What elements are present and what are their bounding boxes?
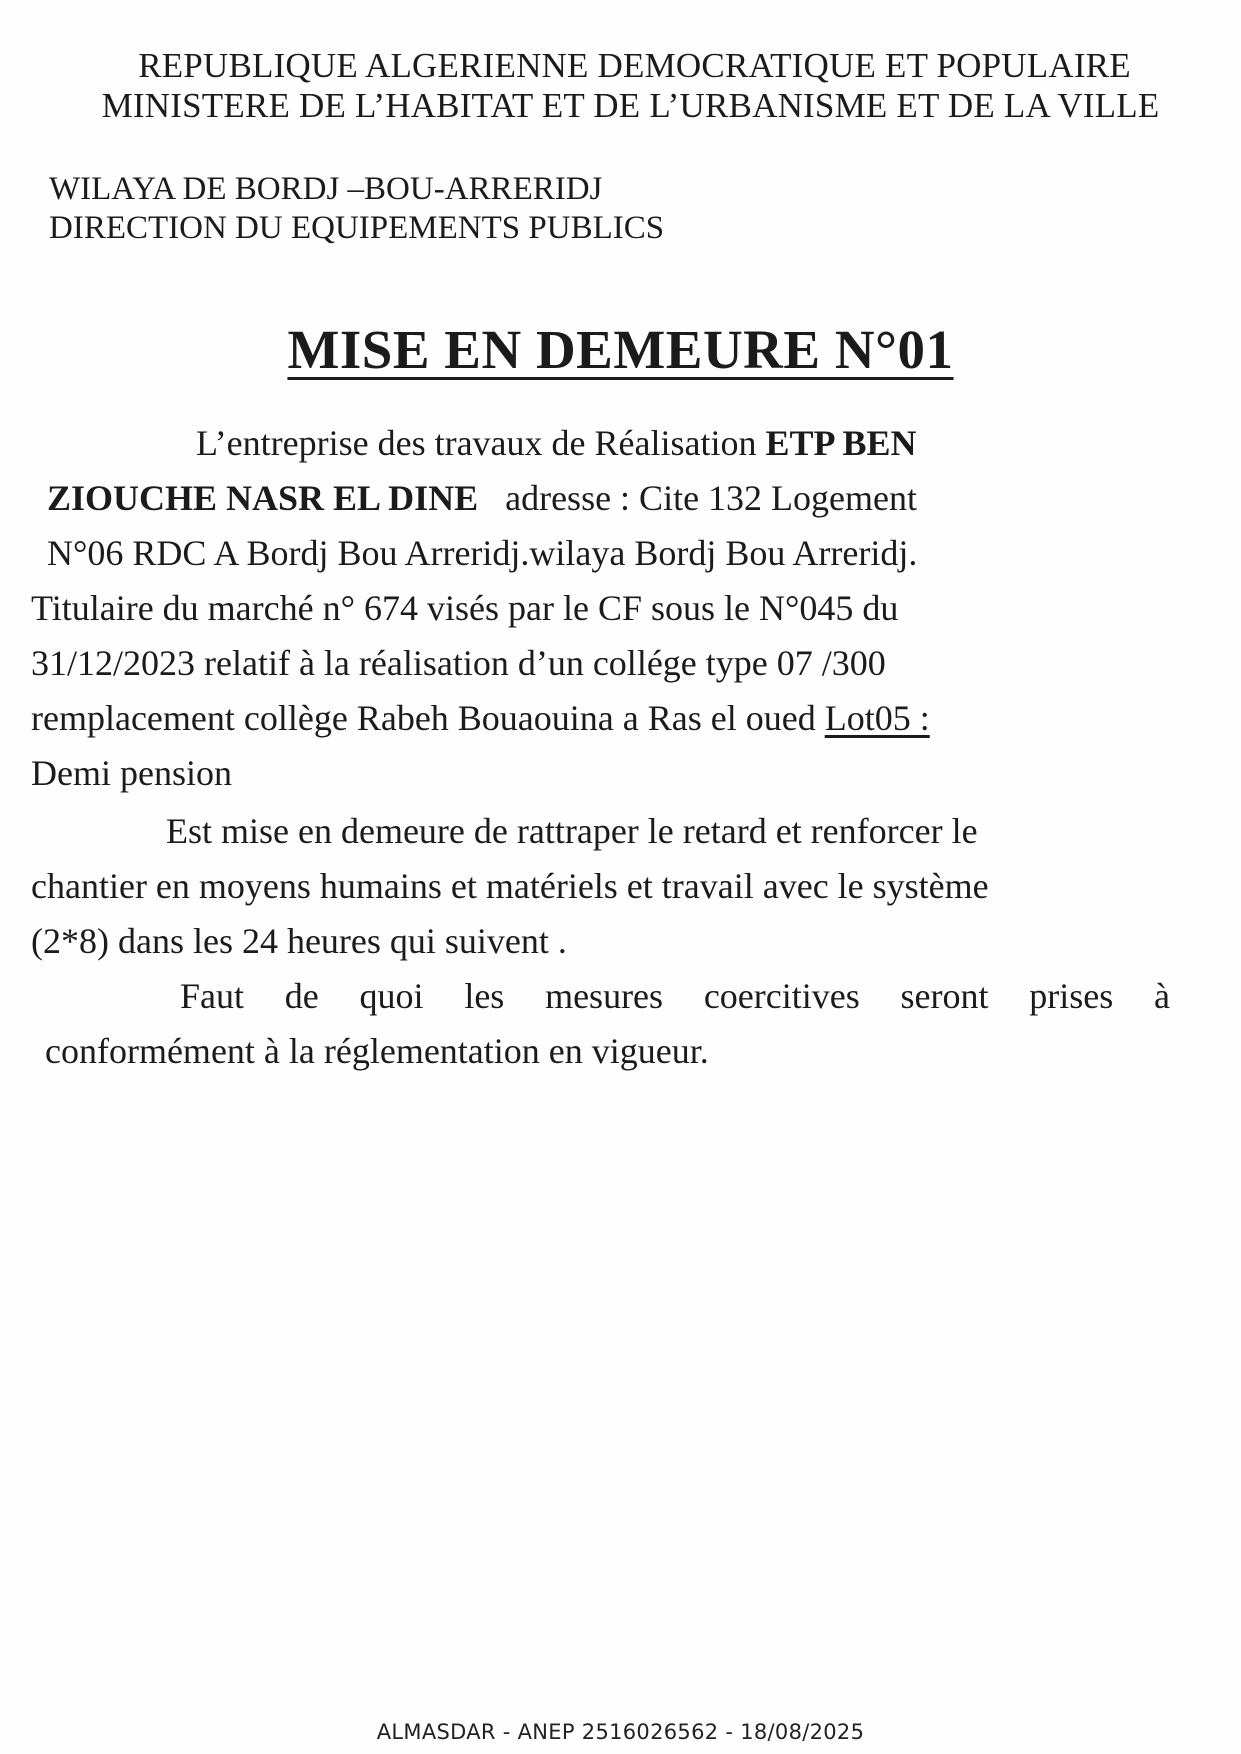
address-label: adresse : Cite 132 Logement xyxy=(505,478,917,518)
wilaya-line: WILAYA DE BORDJ –BOU-ARRERIDJ xyxy=(49,171,603,207)
publication-footer: ALMASDAR - ANEP 2516026562 - 18/08/2025 xyxy=(376,1720,865,1744)
intro-text: L’entreprise des travaux de Réalisation xyxy=(196,423,757,463)
body-line-4: Titulaire du marché n° 674 visés par le CF sous le N°045 du xyxy=(31,588,899,628)
body-line-7: Demi pension xyxy=(31,753,232,793)
body-line-8: Est mise en demeure de rattraper le retard et renforcer le xyxy=(166,811,978,851)
body-line-10: (2*8) dans les 24 heures qui suivent . xyxy=(31,921,567,961)
word: mesures xyxy=(545,976,664,1016)
body-line-1 xyxy=(196,425,917,461)
body-line-5: 31/12/2023 relatif à la réalisation d’un collége type 07 /300 xyxy=(31,643,886,683)
lot-label: Lot05 : xyxy=(824,698,930,738)
body-line-2 xyxy=(47,480,917,516)
word: quoi xyxy=(359,976,424,1016)
word: prises xyxy=(1029,976,1114,1016)
company-name-part2: ZIOUCHE NASR EL DINE xyxy=(47,478,479,518)
direction-line: DIRECTION DU EQUIPEMENTS PUBLICS xyxy=(49,210,665,246)
company-name-part1: ETP BEN xyxy=(765,423,917,463)
word: les xyxy=(464,976,505,1016)
ministry-header: MINISTERE DE L’HABITAT ET DE L’URBANISME ET DE LA VILLE xyxy=(101,86,1160,125)
body-line-12: conformément à la réglementation en vigueur. xyxy=(45,1031,709,1071)
replacement-text: remplacement collège Rabeh Bouaouina a Ras el oued xyxy=(31,698,816,738)
document-title xyxy=(0,318,1241,381)
body-line-3: N°06 RDC A Bordj Bou Arreridj.wilaya Bordj Bou Arreridj. xyxy=(47,533,918,573)
word: de xyxy=(284,976,319,1016)
word: à xyxy=(1154,976,1170,1016)
body-line-9: chantier en moyens humains et matériels et travail avec le système xyxy=(31,866,989,906)
body-line-6 xyxy=(31,700,930,736)
body-line-11 xyxy=(180,978,1170,1014)
word: Faut xyxy=(180,976,245,1016)
republic-header: REPUBLIQUE ALGERIENNE DEMOCRATIQUE ET POPULAIRE xyxy=(138,46,1131,85)
word: coercitives xyxy=(703,976,860,1016)
word: seront xyxy=(900,976,989,1016)
document-title-text: MISE EN DEMEURE N°01 xyxy=(287,319,954,380)
